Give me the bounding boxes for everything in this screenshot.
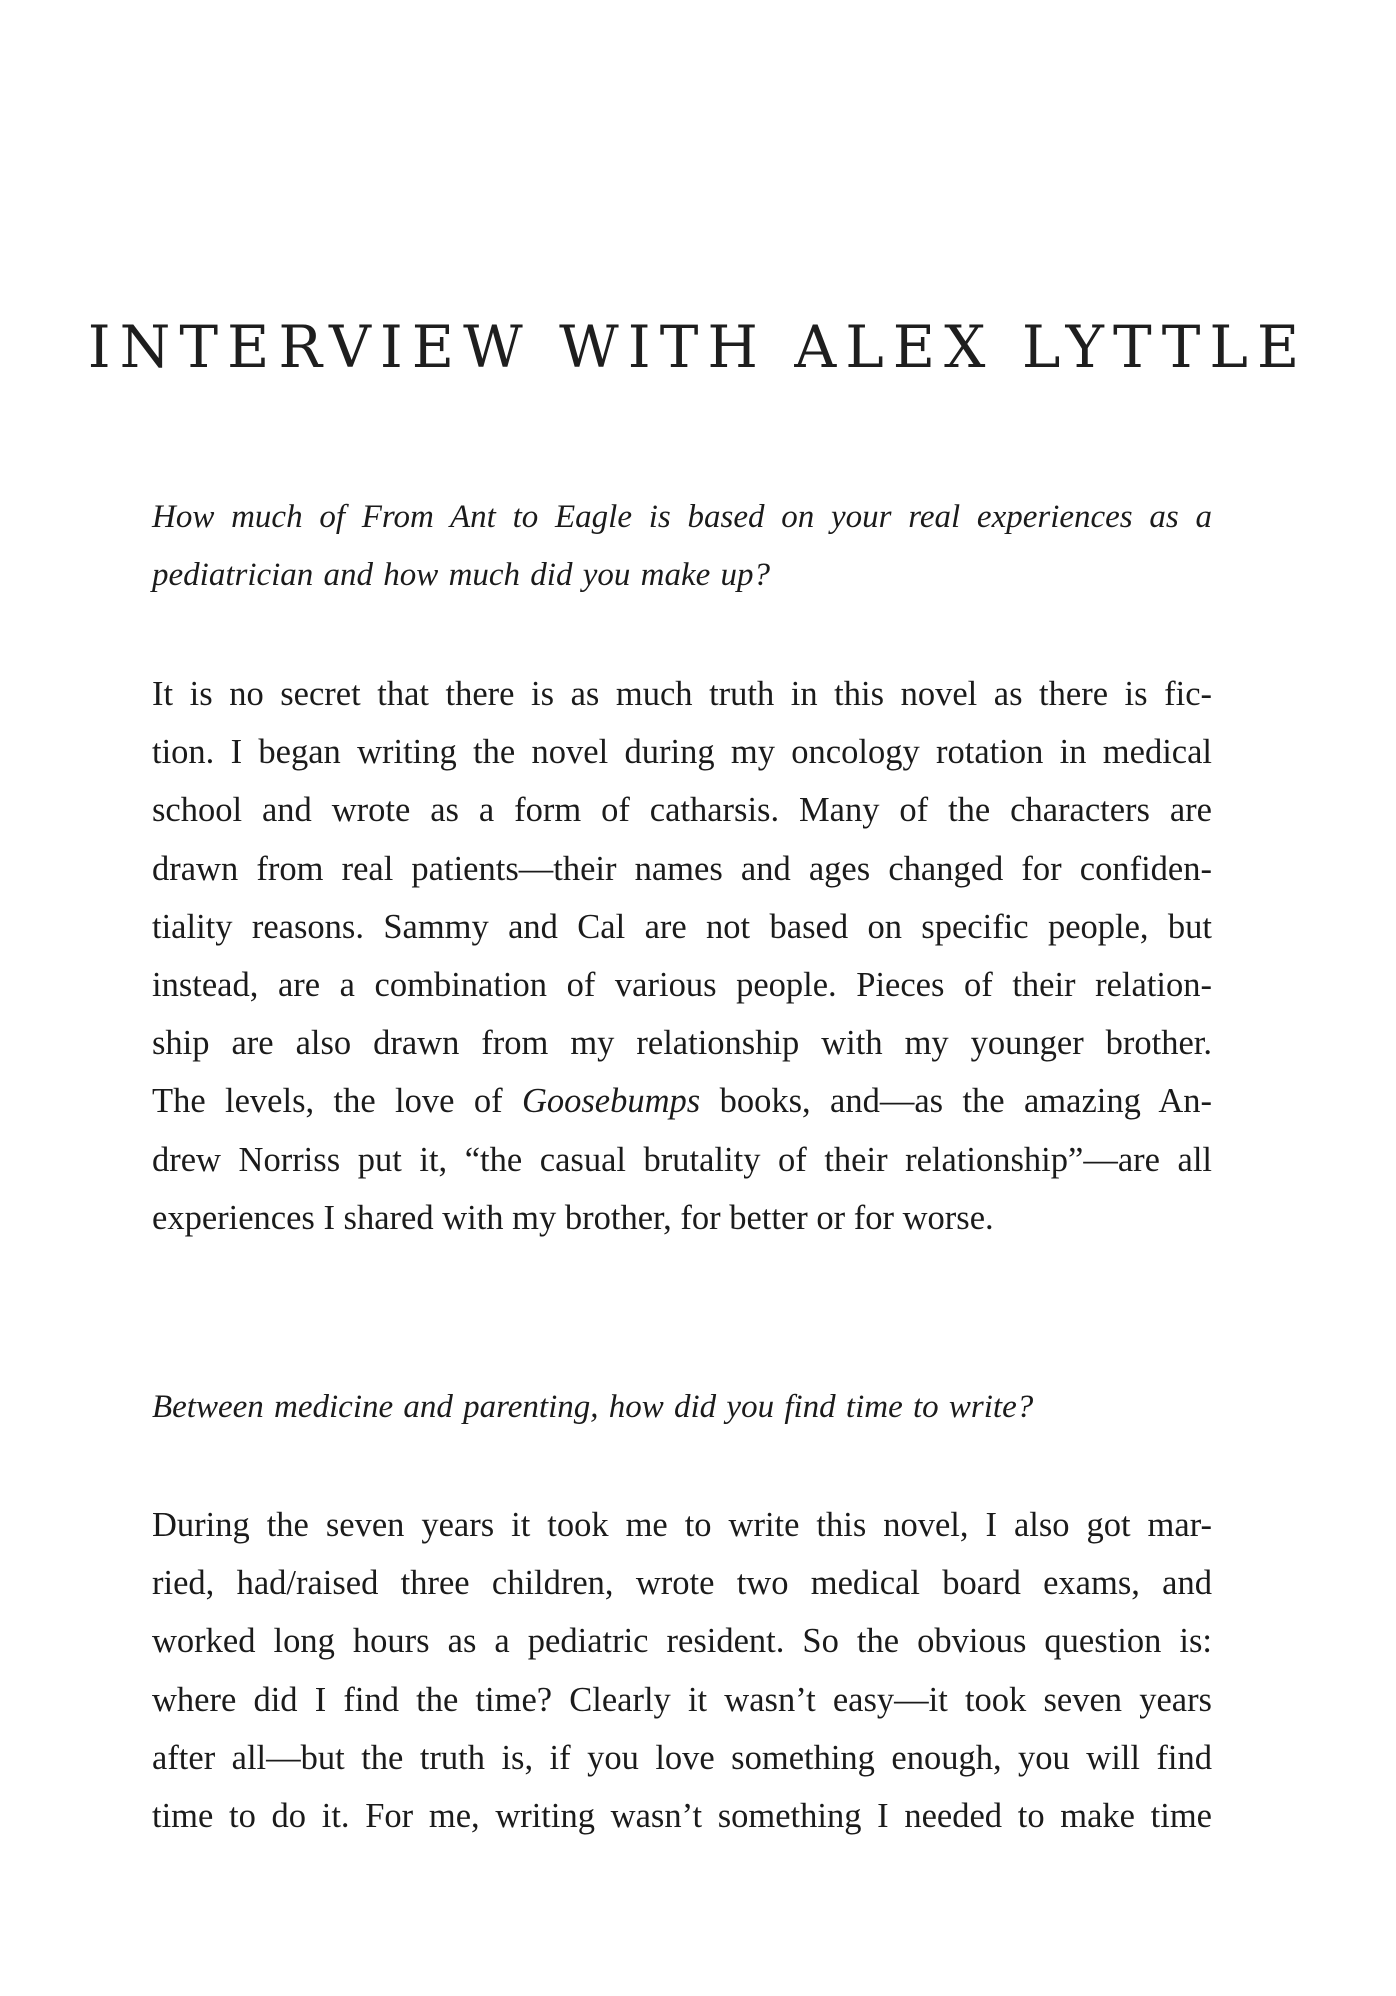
answer-1-line-5: tiality reasons. Sammy and Cal are not based on specific people, but [152, 907, 1212, 946]
question-1-line-1: How much of From Ant to Eagle is based on your real experiences as a [152, 499, 1212, 535]
chapter-title: INTERVIEW WITH ALEX LYTTLE [87, 313, 1309, 381]
answer-1-line-10: experiences I shared with my brother, for better or for worse. [152, 1198, 994, 1237]
answer-2-line-3: worked long hours as a pediatric resident. So the obvious question is: [152, 1622, 1212, 1661]
answer-1-line-3: school and wrote as a form of catharsis. Many of the characters are [152, 791, 1212, 830]
answer-2-line-2: ried, had/raised three children, wrote two medical board exams, and [152, 1564, 1212, 1603]
book-title-goosebumps: Goosebumps [521, 1082, 701, 1121]
answer-1-line-4: drawn from real patients—their names and ages changed for confiden- [152, 849, 1212, 888]
question-1-line-2: pediatrician and how much did you make up? [152, 557, 770, 594]
answer-1-line-9: drew Norriss put it, “the casual brutality of their relationship”—are all [152, 1140, 1212, 1179]
answer-1-line-2: tion. I began writing the novel during my oncology rotation in medical [152, 733, 1212, 772]
answer-2-line-5: after all—but the truth is, if you love something enough, you will find [152, 1738, 1212, 1777]
question-2-line-1: Between medicine and parenting, how did you find time to write? [152, 1389, 1034, 1425]
interview-question-2 [152, 1378, 1212, 1436]
answer-1-line-1: It is no secret that there is as much truth in this novel as there is fic- [152, 675, 1212, 713]
answer-1-line-8 [152, 1072, 1212, 1130]
interview-question-1 [152, 488, 1212, 604]
interview-answer-2 [152, 1496, 1212, 1845]
interview-answer-1 [152, 665, 1212, 1247]
answer-1-line-6: instead, are a combination of various people. Pieces of their relation- [152, 966, 1212, 1005]
answer-1-line-7: ship are also drawn from my relationship with my younger brother. [152, 1024, 1212, 1063]
answer-1-line-8-after: books, and—as the amazing An- [700, 1082, 1212, 1121]
answer-2-line-4: where did I find the time? Clearly it wasn’t easy—it took seven years [152, 1680, 1212, 1719]
answer-2-line-1: During the seven years it took me to write this novel, I also got mar- [152, 1506, 1212, 1544]
answer-1-line-8-before: The levels, the love of [152, 1082, 522, 1121]
answer-2-line-6: time to do it. For me, writing wasn’t something I needed to make time [152, 1797, 1212, 1836]
